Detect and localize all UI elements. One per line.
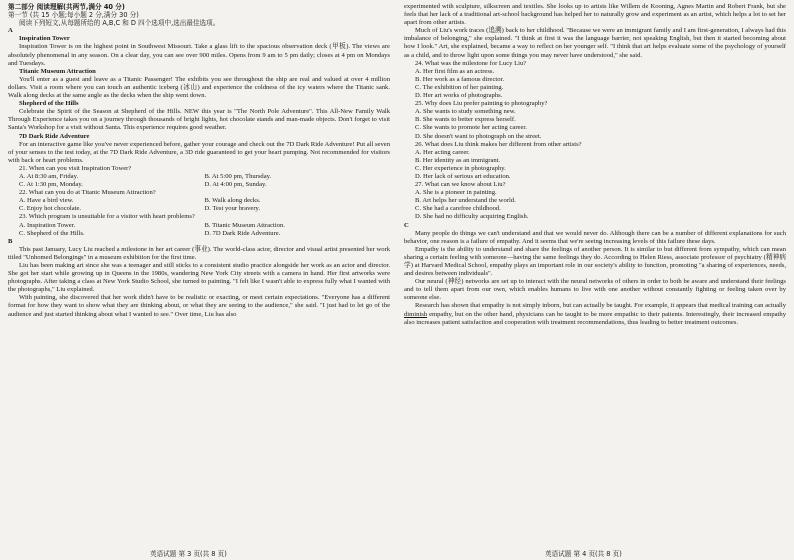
question-stem: 25. Why does Liu prefer painting to photography?: [415, 100, 548, 108]
attraction-title: 7D Dark Ride Adventure: [19, 132, 90, 140]
answer-option[interactable]: B. She wants to better express herself.: [415, 116, 516, 124]
attraction-description: For an interactive game like you've never experienced before, gather your courage and check out the 7D Dark Ride Adventure! Put all seven of your senses to the test today, at the 7D Dark Ride Adventure, a 3D ride guaranteed to get your heart pumping. Not recommended for visitors with back or heart problems.: [8, 140, 390, 164]
passage-c-paragraph: Many people do things we can't understand and that we would never do. Although there can be a number of different explanations for such behavior, one reason is a failure of empathy. And it seems that we're seeing increasing levels of this failure these days.: [404, 229, 786, 245]
questions-b: [404, 60, 786, 222]
underlined-word: diminish: [404, 310, 428, 318]
answer-option[interactable]: B. Titanic Museum Attraction.: [204, 221, 285, 229]
option-list: [404, 149, 786, 181]
option-list: [8, 173, 390, 189]
passage-c-paragraph: Empathy is the ability to understand and share the feelings of another person. It is similar to but different from sympathy, which can mean sharing a certain feeling with someone—having the same feelings they do. According to Helen Riess, associate professor of psychiatry (精神病学) at Harvard Medical School, empathy plays an important role in our society's ability to function, promoting "a sharing of experiences, needs, and desires between individuals".: [404, 245, 786, 278]
attraction-title: Titanic Museum Attraction: [19, 67, 96, 75]
answer-option[interactable]: D. At 4:00 pm, Sunday.: [204, 181, 267, 189]
attraction-title: Inspiration Tower: [19, 35, 70, 43]
answer-option[interactable]: D. Test your bravery.: [204, 205, 261, 213]
answer-option[interactable]: B. Her identity as an immigrant.: [415, 156, 501, 164]
right-column: [404, 3, 786, 543]
option-list: [8, 197, 390, 213]
passage-b-paragraph: Liu has been making art since she was a teenager and still sticks to a consistent studio practice alongside her work as an actor and director. She got her start while growing up in Queens in the 1980s, wandering New York City streets with a camera in hand. Her first artworks were photographs. After taking a class at New York Studio School, she turned to painting. "I felt like I wasn't able to express fully what I wanted with the photographs," Liu explained.: [8, 262, 390, 294]
left-column: [8, 3, 390, 543]
part-heading: 第二部分 阅读理解(共两节,满分 40 分): [8, 3, 125, 11]
attraction-description: Celebrate the Spirit of the Season at Shepherd of the Hills. NEW this year is "The North Pole Adventure". This All-New Family Walk Through Experience takes you on a journey through thousands of bright lights, hot chocolate stands and man-made objects. Don't forget to visit Santa's Workshop for a visit without Santa. This experience requires good weather.: [8, 108, 390, 132]
answer-option[interactable]: B. Art helps her understand the world.: [415, 197, 516, 205]
option-list: [404, 68, 786, 100]
answer-option[interactable]: D. Her art works of photographs.: [415, 92, 503, 100]
question-stem: 23. Which program is unsuitable for a visitor with heart problems?: [19, 213, 195, 221]
passage-b-letter: B: [8, 237, 13, 245]
answer-option[interactable]: C. The exhibition of her painting.: [415, 83, 504, 91]
page-footer-right: 英语试题 第 4 页(共 8 页): [545, 550, 622, 558]
passage-c-text: Research has shown that empathy is not simply inborn, but can actually be taught. For example, it appears that medical training can actually: [415, 302, 786, 310]
answer-option[interactable]: C. Enjoy hot chocolate.: [19, 205, 82, 213]
answer-option[interactable]: A. At 8:30 am, Friday.: [19, 172, 79, 180]
attraction-description: Inspiration Tower is on the highest point in Southwest Missouri. Take a glass lift to the spacious observation deck (甲板). The views are absolutely phenomenal in any season. On a clear day, you can see over 900 miles. Opens from 9 am to 5 pm daily; closes at 4 pm on Mondays and Tuesdays.: [8, 43, 390, 67]
answer-option[interactable]: A. Her first film as an actress.: [415, 67, 495, 75]
passage-b-paragraph: Much of Liu's work traces (追溯) back to her childhood. "Because we were an immigrant family and I am first-generation, I always had this imbalance of belonging," she explained. "I think at first it was the language barrier, not speaking English, but then it started becoming about how I look." Art, she explained, became a way to reflect on her younger self. "I think that art helps evaluate some of the psychology of yourself as a child, and to throw light upon some things you may never have understood," she said.: [404, 27, 786, 59]
answer-option[interactable]: D. She doesn't want to photograph on the street.: [415, 132, 542, 140]
passage-b-paragraph: With painting, she discovered that her work didn't have to be realistic or exacting, or meet certain expectations. "Everyone has a different format for how they want to show what they are thinking about, or what they are seeing to the audience," she said. "I just had to let go of the audience and just started thinking about what I wanted to see." Over time, Liu has also: [8, 294, 390, 318]
questions-a: [8, 165, 390, 238]
answer-option[interactable]: C. She had a carefree childhood.: [415, 205, 501, 213]
passage-b-paragraph: This past January, Lucy Liu reached a milestone in her art career (事业). The world-class actor, director and visual artist presented her work titled "Unhomed Belongings" in a museum exhibition for the first time.: [8, 245, 390, 261]
question-stem: 27. What can we know about Liu?: [415, 181, 506, 189]
passage-c-text: empathy, but on the other hand, physicians can be taught to be more empathic to their patients. Interestingly, their increased empathy also increases patient satisfaction and cooperation with treatment recommendations, thus leading to better treatment outcomes.: [404, 310, 786, 326]
question-stem: 21. When can you visit Inspiration Tower?: [19, 164, 132, 172]
instruction: 阅读下列短文,从每题所给的 A,B,C 和 D 四个选项中,选出最佳选项。: [19, 19, 220, 28]
section-heading: 第一节 (共 15 小题;每小题 2 分,满分 30 分): [8, 11, 139, 20]
answer-option[interactable]: D. Her lack of serious art education.: [415, 172, 511, 180]
passage-b-part-2: [404, 3, 786, 60]
answer-option[interactable]: D. She had no difficulty acquiring English.: [415, 213, 529, 221]
attraction-title: Shepherd of the Hills: [19, 100, 79, 108]
answer-option[interactable]: C. Her experience in photography.: [415, 164, 506, 172]
answer-option[interactable]: B. At 5:00 pm, Thursday.: [204, 172, 272, 180]
option-list: [404, 108, 786, 140]
passage-b-paragraph: experimented with sculpture, silkscreen and textiles. She looks up to artists like Willem de Kooning, Agnes Martin and Robert Frank, but she feels that her lack of a traditional art-school background has helped her to naturally grow and experiment as an artist, which helps a lot to set her apart from other artists.: [404, 3, 786, 27]
answer-option[interactable]: C. She wants to promote her acting career.: [415, 124, 527, 132]
attraction-description: You'll enter as a guest and leave as a Titanic Passenger! The exhibits you see throughout the ship are real and valued at over 4 million dollars. Visit a room where you can touch an authentic iceberg (冰山) and experience the coldness of the icy waters where the Titanic sank. Walk along decks at the same angle as the decks when the ship went down.: [8, 75, 390, 100]
answer-option[interactable]: C. Shepherd of the Hills.: [19, 229, 85, 237]
answer-option[interactable]: B. Walk along decks.: [204, 197, 261, 205]
answer-option[interactable]: A. She is a pioneer in painting.: [415, 189, 497, 197]
question-stem: 24. What was the milestone for Lucy Liu?: [415, 59, 527, 67]
answer-option[interactable]: A. She wants to study something new.: [415, 108, 516, 116]
answer-option[interactable]: D. 7D Dark Ride Adventure.: [204, 229, 281, 237]
question-stem: 26. What does Liu think makes her different from other artists?: [415, 140, 582, 148]
answer-option[interactable]: A. Inspiration Tower.: [19, 221, 76, 229]
option-list: [404, 189, 786, 221]
option-list: [8, 222, 390, 238]
passage-a: [8, 35, 390, 165]
answer-option[interactable]: B. Her work as a famous director.: [415, 75, 504, 83]
passage-a-letter: A: [8, 27, 13, 35]
page-footer-left: 英语试题 第 3 页(共 8 页): [150, 550, 227, 558]
answer-option[interactable]: A. Her acting career.: [415, 148, 470, 156]
passage-c-letter: C: [404, 221, 409, 229]
passage-c-paragraph: [404, 302, 786, 326]
answer-option[interactable]: C. At 1:30 pm, Monday.: [19, 181, 83, 189]
passage-c-paragraph: Our neural (神经) networks are set up to interact with the neural networks of others in order to both be aware and understand their feelings and to tell them apart from our own, which enables humans to live with one another without constantly fighting or feeling taken over by someone else.: [404, 278, 786, 302]
passage-b-part-1: [8, 246, 390, 319]
answer-option[interactable]: A. Have a bird view.: [19, 197, 74, 205]
question-stem: 22. What can you do at Titanic Museum Attraction?: [19, 189, 156, 197]
